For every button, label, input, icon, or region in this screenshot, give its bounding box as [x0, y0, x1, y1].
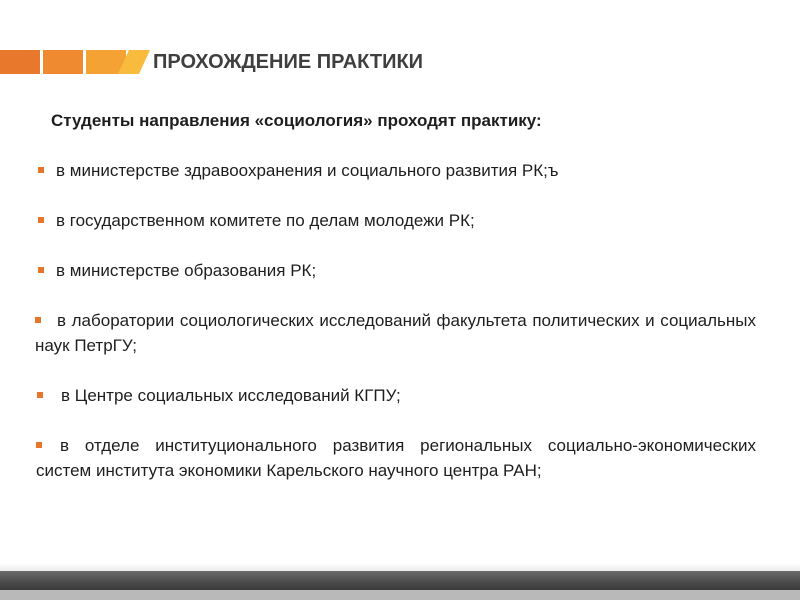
list-item — [38, 208, 756, 233]
square-bullet-icon — [38, 167, 44, 173]
slide-title: ПРОХОЖДЕНИЕ ПРАКТИКИ — [153, 51, 424, 73]
list-item — [38, 158, 756, 183]
list-item — [37, 383, 756, 408]
square-bullet-icon — [37, 392, 43, 398]
list-item-text: в министерстве здравоохранения и социального развития РК;ъ — [56, 161, 559, 180]
footer-bar — [0, 571, 800, 600]
footer-light-band — [0, 590, 800, 600]
footer-dark-band — [0, 571, 800, 590]
footer-shadow — [0, 563, 800, 571]
bullet-list — [35, 158, 756, 483]
content-area — [35, 108, 756, 508]
square-bullet-icon — [38, 217, 44, 223]
list-item-text: в лаборатории социологических исследований факультета политических и социальных наук ПетрГУ; — [35, 311, 756, 355]
list-item-text: в государственном комитете по делам молодежи РК; — [56, 211, 475, 230]
square-bullet-icon — [38, 267, 44, 273]
list-item — [36, 433, 756, 483]
square-bullet-icon — [36, 442, 42, 448]
list-item-text: в Центре социальных исследований КГПУ; — [61, 386, 401, 405]
list-item-text: в отделе институционального развития региональных социально-экономических систем института экономики Карельского научного центра РАН; — [36, 436, 756, 480]
intro-text: Студенты направления «социология» проходят практику: — [51, 111, 542, 130]
list-item — [35, 308, 756, 358]
list-item — [38, 258, 756, 283]
list-item-text: в министерстве образования РК; — [56, 261, 317, 280]
header-stripes-decoration — [0, 50, 150, 74]
square-bullet-icon — [35, 317, 41, 323]
